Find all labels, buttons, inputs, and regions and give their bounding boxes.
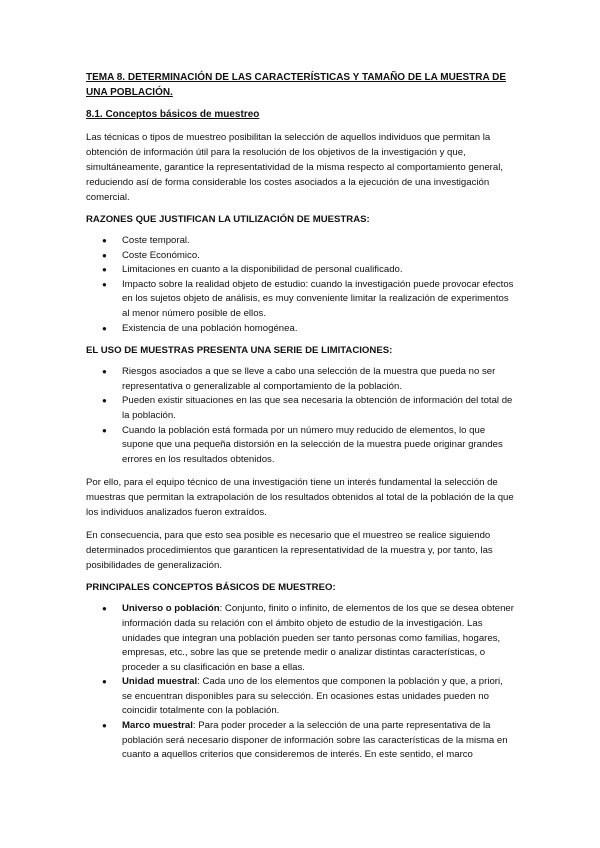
concept-term: Universo o población xyxy=(122,603,220,615)
bullet-icon: ● xyxy=(102,425,107,435)
list-item: ● Cuando la población está formada por un número muy reducido de elementos, lo que supone que una pequeña distorsión en la selección de la muestra puede originar grandes errores en los resultados obtenidos. xyxy=(102,424,503,465)
razones-heading: RAZONES QUE JUSTIFICAN LA UTILIZACIÓN DE MUESTRAS: xyxy=(86,214,370,225)
concept-definition: : Cada uno de los elementos que componen la población y que, a priori, se encuentran disponibles para su selección. En ocasiones estas unidades pueden no coincidir totalmente con la población. xyxy=(122,676,503,717)
bullet-icon: ● xyxy=(102,721,107,731)
bullet-icon: ● xyxy=(102,604,107,614)
list-item: ● Coste Económico. xyxy=(86,249,514,264)
bullet-icon: ● xyxy=(102,367,107,377)
limitaciones-heading: EL USO DE MUESTRAS PRESENTA UNA SERIE DE LIMITACIONES: xyxy=(86,345,393,357)
paragraph-en-consecuencia: En consecuencia, para que esto sea posible es necesario que el muestreo se realice siguiendo determinados procedimientos que garanticen la representatividad de la muestra y, por tanto, las posibilidades de generalización. xyxy=(86,530,493,572)
list-item xyxy=(86,675,514,719)
bullet-icon: ● xyxy=(102,677,107,687)
intro-paragraph: Las técnicas o tipos de muestreo posibilitan la selección de aquellos individuos que permitan la obtención de información útil para la resolución de los objetivos de la investigación y que, simultáneamente, garantice la representatividad de la misma respecto al comportamiento general, reduciendo así de forma considerable los costes asociados a la ejecución de una investigación comercial. xyxy=(86,132,504,203)
document-title: TEMA 8. DETERMINACIÓN DE LAS CARACTERÍSTICAS Y TAMAÑO DE LA MUESTRA DE UNA POBLACIÓN. xyxy=(86,72,507,98)
paragraph-por-ello: Por ello, para el equipo técnico de una investigación tiene un interés fundamental la selección de muestras que permitan la extrapolación de los resultados obtenidos al total de la población de la que los individuos analizados fueron extraídos. xyxy=(86,477,514,519)
bullet-icon: ● xyxy=(102,396,107,406)
razones-list xyxy=(86,234,514,336)
list-item: ● Limitaciones en cuanto a la disponibilidad de personal cualificado. xyxy=(86,263,514,278)
bullet-icon: ● xyxy=(102,279,107,289)
list-item: ● Pueden existir situaciones en las que sea necesaria la obtención de información del total de la población. xyxy=(102,395,513,421)
conceptos-heading: PRINCIPALES CONCEPTOS BÁSICOS DE MUESTREO: xyxy=(86,582,336,594)
list-item: ● Riesgos asociados a que se lleve a cabo una selección de la muestra que pueda no ser representativa o generalizable al comportamiento de la población. xyxy=(102,366,496,392)
concept-term: Unidad muestral xyxy=(122,676,198,688)
concept-definition: : Para poder proceder a la selección de una parte representativa de la población será necesario disponer de información sobre las características de la misma en cuanto a aquellos criterios que consideremos de interés. En este sentido, el marco xyxy=(122,720,508,761)
bullet-icon: ● xyxy=(102,265,107,275)
list-item xyxy=(86,602,514,675)
list-item xyxy=(86,719,514,763)
concept-term: Marco muestral xyxy=(122,720,193,732)
list-item: ● Coste temporal. xyxy=(86,234,514,249)
bullet-icon: ● xyxy=(102,236,107,245)
list-item: ● Existencia de una población homogénea. xyxy=(86,322,514,337)
list-item: ● Impacto sobre la realidad objeto de estudio: cuando la investigación puede provocar efectos en los sujetos objeto de análisis, es muy conveniente limitar la realización de experimentos al menor número posible de ellos. xyxy=(102,278,514,319)
bullet-icon: ● xyxy=(102,323,107,333)
conceptos-list xyxy=(86,602,514,763)
concept-definition: : Conjunto, finito o infinito, de elementos de los que se desea obtener información dada su relación con el ámbito objeto de estudio de la investigación. Las unidades que integran una población pueden ser tanto personas como familias, hogares, empresas, etc., sobre las que se pretende medir o analizar distintas características, o proceder a su clasificación en base a ellas. xyxy=(122,603,514,673)
bullet-icon: ● xyxy=(102,250,107,260)
section-heading: 8.1. Conceptos básicos de muestreo xyxy=(86,109,260,120)
limitaciones-list xyxy=(86,365,514,467)
